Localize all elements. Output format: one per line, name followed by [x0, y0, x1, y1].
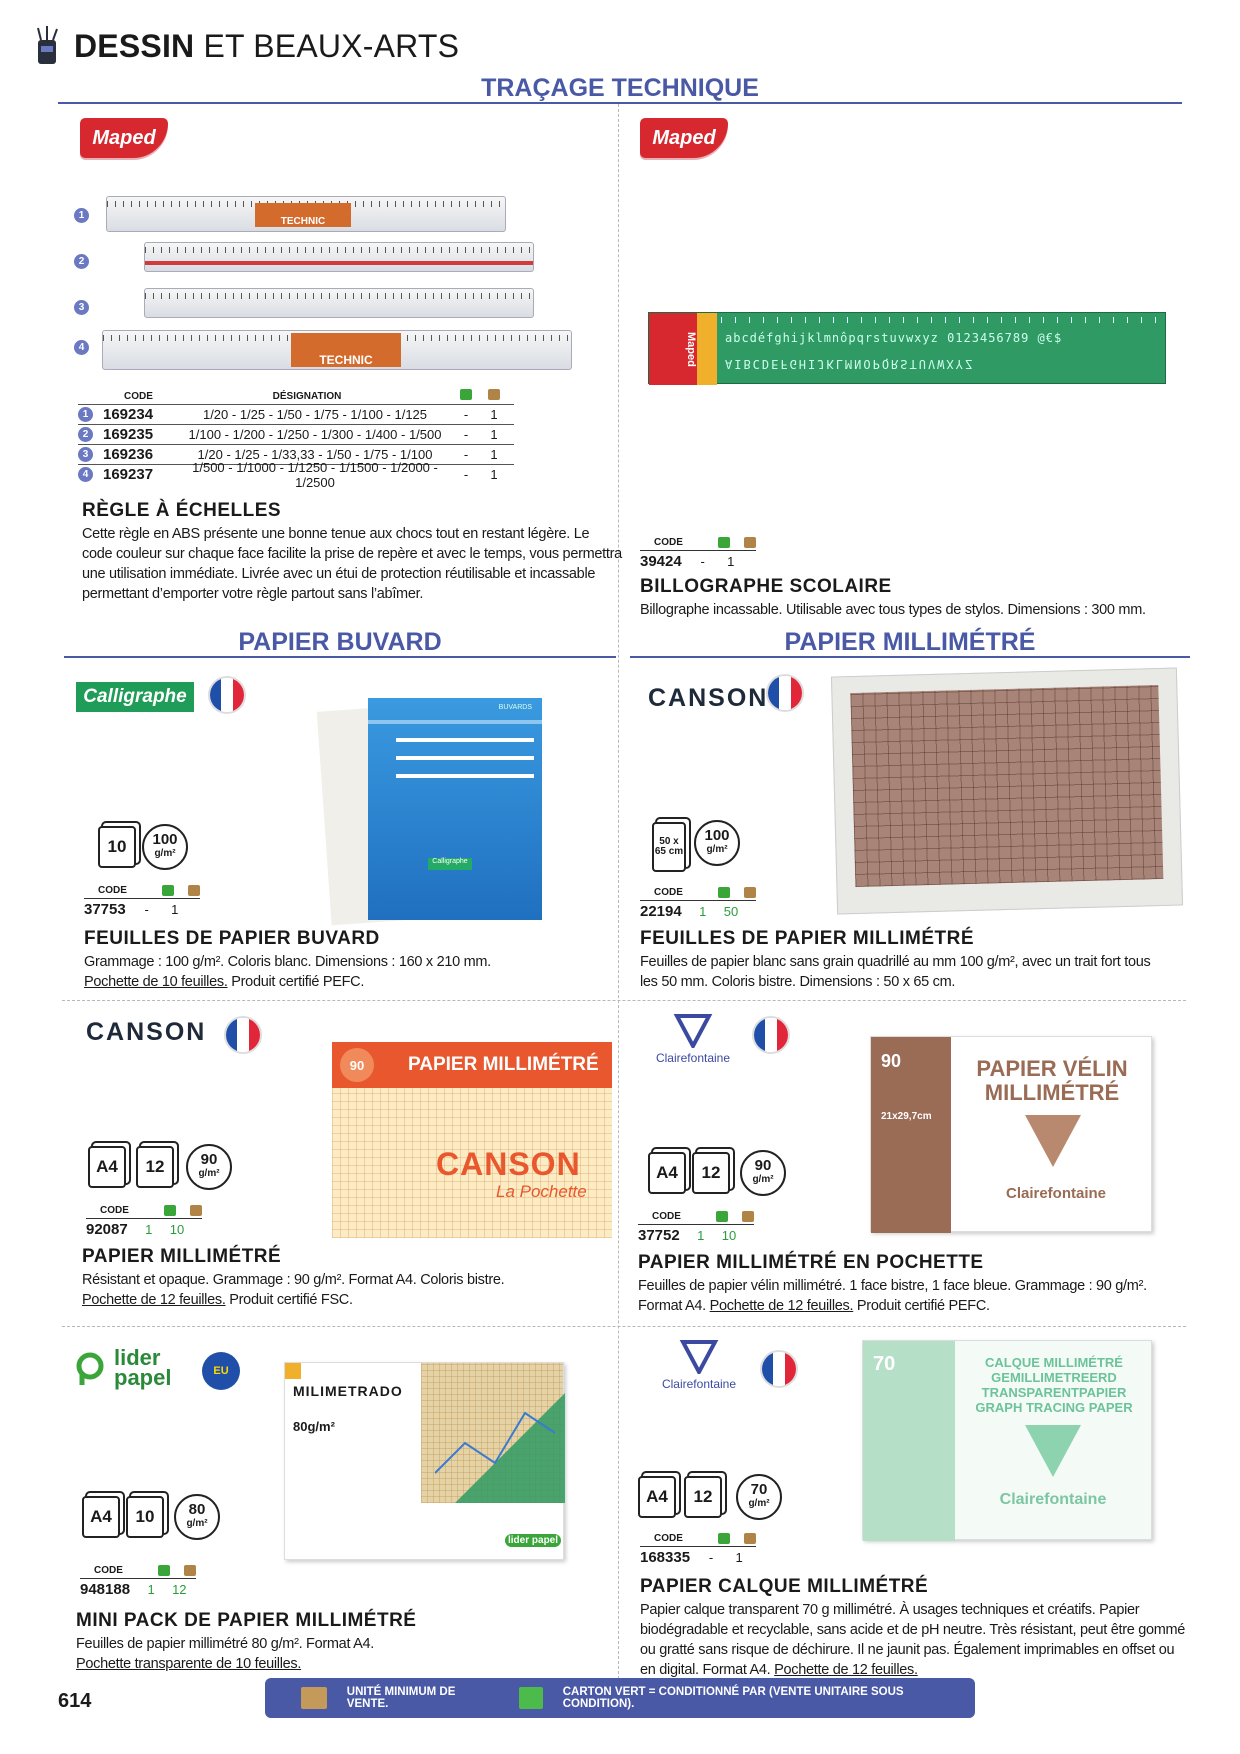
sheets-count-badge: 12	[136, 1146, 174, 1188]
green-carton-icon	[158, 1565, 170, 1576]
row-divider	[62, 1326, 1186, 1327]
france-flag-icon	[766, 674, 804, 712]
clairefontaine-icon	[1021, 1421, 1085, 1481]
paint-brushes-icon	[32, 26, 62, 66]
row-designation: 1/20 - 1/25 - 1/50 - 1/75 - 1/100 - 1/125	[202, 407, 428, 422]
page-header	[32, 26, 459, 66]
code-block: CODE 168335 - 1	[640, 1530, 756, 1566]
product-description: Résistant et opaque. Grammage : 90 g/m². Format A4. Coloris bistre. Pochette de 12 feuilles. Produit certifié FSC.	[82, 1272, 505, 1308]
green-carton-icon	[718, 1533, 730, 1544]
canson-pochette-illustration: 90 PAPIER MILLIMÉTRÉ CANSON La Pochette	[332, 1042, 612, 1238]
ruler-label: TECHNIC	[291, 333, 401, 367]
clairefontaine-pochette-illustration: 90 21x29,7cm PAPIER VÉLIN MILLIMÉTRÉ Clairefontaine	[870, 1036, 1152, 1232]
product-title: PAPIER CALQUE MILLIMÉTRÉ	[640, 1576, 929, 1597]
table-row: 3 169236 1/20 - 1/25 - 1/33,33 - 1/50 - 1/75 - 1/100 - 1	[78, 444, 514, 464]
sheets-count-badge: 12	[692, 1152, 730, 1194]
liderpapel-pack-illustration: MILIMETRADO 80g/m² lider papel	[284, 1362, 564, 1560]
legend-green-text: CARTON VERT = CONDITIONNÉ PAR (VENTE UNITAIRE SOUS CONDITION).	[562, 1686, 904, 1710]
code-block: CODE 39424 - 1	[640, 534, 756, 570]
liderpapel-icon	[76, 1350, 108, 1386]
row-designation: 1/20 - 1/25 - 1/33,33 - 1/50 - 1/75 - 1/100	[197, 447, 433, 462]
stencil-letters-upper: AIBCDEFGHIJKLMNOPQRSTUVWXYZ	[725, 357, 975, 371]
box-icon	[488, 389, 500, 400]
sheets-count-badge: 10	[126, 1496, 164, 1538]
box-icon	[744, 537, 756, 548]
product-description: Cette règle en ABS présente une bonne tenue aux chocs tout en restant légère. Le code couleur sur chaque face facilite la prise de repère et avec le temps, vous permettra une utilisation immédiate. Livrée avec un étui de protection réutilisable et incassable permettant d’emporter votre règle partout sans l’abîmer.	[82, 526, 622, 602]
page-number: 614	[58, 1690, 92, 1712]
clairefontaine-icon	[673, 1012, 713, 1048]
section-rule	[64, 656, 616, 658]
section-rule	[630, 656, 1190, 658]
clairefontaine-icon	[679, 1338, 719, 1374]
table-header: CODE DÉSIGNATION	[78, 388, 514, 404]
france-flag-icon	[760, 1350, 798, 1388]
number-1-icon: 1	[74, 208, 89, 223]
product-code: 37753	[84, 901, 126, 918]
box-icon	[742, 1211, 754, 1222]
green-carton-icon	[164, 1205, 176, 1216]
stencil-ticks	[721, 317, 1161, 323]
ruler-1	[106, 196, 506, 232]
product-description: Papier calque transparent 70 g millimétré. À usages techniques et créatifs. Papier biodégradable et recyclable, sans acide et de pH neutre. Très résistant, peut être gommé ou gratté sans risque de déchirure. Il ne jaunit pas. Également imprimables en offset ou en digital. Format A4. Pochette de 12 feuilles.	[640, 1602, 1186, 1678]
product-description: Billographe incassable. Utilisable avec tous types de stylos. Dimensions : 300 mm.	[640, 602, 1146, 618]
green-carton-icon	[162, 885, 174, 896]
legend-bar	[265, 1678, 975, 1718]
product-code: 169236	[103, 446, 154, 463]
code-block: CODE 37753 - 1	[84, 882, 200, 918]
column-divider	[618, 104, 619, 1684]
liderpapel-logo: lider papel	[76, 1348, 190, 1388]
row-number-icon: 4	[78, 467, 93, 482]
clairefontaine-icon	[1021, 1111, 1085, 1171]
calque-pochette-illustration: 70 CALQUE MILLIMÉTRÉ GEMILLIMETREERD TRANSPARENTPAPIER GRAPH TRACING PAPER Clairefontaine	[862, 1340, 1152, 1540]
product-code: 169234	[103, 406, 154, 423]
product-title: FEUILLES DE PAPIER BUVARD	[84, 928, 380, 949]
format-badge: A4	[82, 1496, 120, 1538]
code-block: CODE 37752 1 10	[638, 1208, 754, 1244]
stencil-illustration	[648, 312, 1166, 384]
code-block: CODE 22194 1 50	[640, 884, 756, 920]
number-3-icon: 3	[74, 300, 89, 315]
product-code: 37752	[638, 1227, 680, 1244]
weight-badge: 70 g/m²	[736, 1474, 782, 1520]
box-icon	[301, 1687, 327, 1709]
code-block: CODE 948188 1 12	[80, 1562, 196, 1598]
weight-badge: 90 g/m²	[186, 1144, 232, 1190]
graph-sheet-illustration	[831, 668, 1183, 915]
box-icon	[184, 1565, 196, 1576]
green-carton-icon	[718, 887, 730, 898]
ruler-4	[102, 330, 572, 370]
weight-badge: 100 g/m²	[694, 820, 740, 866]
box-icon	[744, 887, 756, 898]
maped-logo: Maped	[80, 118, 168, 158]
set-square-icon	[435, 1383, 565, 1503]
clairefontaine-logo: Clairefontaine	[638, 1012, 748, 1065]
section-title-tracage: TRAÇAGE TECHNIQUE	[481, 74, 759, 102]
clairefontaine-logo: Clairefontaine	[644, 1338, 754, 1391]
product-code: 169237	[103, 466, 154, 483]
france-flag-icon	[224, 1016, 262, 1054]
box-icon	[190, 1205, 202, 1216]
green-carton-icon	[460, 389, 472, 400]
product-code: 169235	[103, 426, 154, 443]
row-designation: 1/100 - 1/200 - 1/250 - 1/300 - 1/400 - 1/500	[188, 427, 442, 442]
sheets-count-badge: 10	[98, 826, 136, 868]
sheets-count-badge: 12	[684, 1476, 722, 1518]
ruler-label: TECHNIC	[255, 203, 351, 227]
green-carton-icon	[716, 1211, 728, 1222]
table-row: 4 169237 1/500 - 1/1000 - 1/1250 - 1/1500 - 1/2000 - 1/2500 - 1	[78, 464, 514, 484]
section-title-buvard: PAPIER BUVARD	[238, 628, 442, 656]
green-carton-icon	[519, 1687, 543, 1709]
product-title: FEUILLES DE PAPIER MILLIMÉTRÉ	[640, 928, 974, 949]
row-number-icon: 2	[78, 427, 93, 442]
product-description: Feuilles de papier vélin millimétré. 1 face bistre, 1 face bleue. Grammage : 90 g/m². Format A4. Pochette de 12 feuilles. Produit certifié PEFC.	[638, 1278, 1147, 1314]
product-description: Feuilles de papier blanc sans grain quadrillé au mm 100 g/m², avec un trait fort tous les 50 mm. Coloris bistre. Dimensions : 50 x 65 cm.	[640, 954, 1151, 990]
row-number-icon: 3	[78, 447, 93, 462]
row-number-icon: 1	[78, 407, 93, 422]
size-badge: 50 x 65 cm	[652, 822, 686, 872]
table-row: 2 169235 1/100 - 1/200 - 1/250 - 1/300 - 1/400 - 1/500 - 1	[78, 424, 514, 444]
page-title: DESSIN ET BEAUX-ARTS	[74, 27, 460, 64]
product-title: MINI PACK DE PAPIER MILLIMÉTRÉ	[76, 1610, 417, 1631]
weight-badge: 90 g/m²	[740, 1150, 786, 1196]
product-code: 948188	[80, 1581, 131, 1598]
box-icon	[744, 1533, 756, 1544]
canson-logo: CANSON	[648, 684, 769, 712]
row-divider	[62, 1000, 1186, 1001]
product-title: BILLOGRAPHE SCOLAIRE	[640, 576, 892, 597]
weight-badge: 80 g/m²	[174, 1494, 220, 1540]
number-2-icon: 2	[74, 254, 89, 269]
maped-logo: Maped	[640, 118, 728, 158]
eu-flag-icon: EU	[202, 1352, 240, 1390]
france-flag-icon	[752, 1016, 790, 1054]
format-badge: A4	[88, 1146, 126, 1188]
product-description: Feuilles de papier millimétré 80 g/m². Format A4. Pochette transparente de 10 feuilles.	[76, 1636, 374, 1672]
green-carton-icon	[718, 537, 730, 548]
ruler-table	[78, 388, 514, 490]
box-icon	[188, 885, 200, 896]
blotting-pad-illustration: BUVARDS Calligraphe	[368, 698, 542, 920]
row-designation: 1/500 - 1/1000 - 1/1250 - 1/1500 - 1/2000 - 1/2500	[192, 459, 438, 490]
table-row: 1 169234 1/20 - 1/25 - 1/50 - 1/75 - 1/100 - 1/125 - 1	[78, 404, 514, 424]
weight-badge: 100 g/m²	[142, 824, 188, 870]
ruler-illustration	[70, 196, 610, 376]
legend-box-text: UNITÉ MINIMUM DE VENTE.	[346, 1686, 456, 1710]
section-rule	[58, 102, 1182, 104]
france-flag-icon	[208, 676, 246, 714]
product-code: 39424	[640, 553, 682, 570]
format-badge: A4	[648, 1152, 686, 1194]
canson-logo: CANSON	[86, 1018, 207, 1046]
product-title: PAPIER MILLIMÉTRÉ	[82, 1246, 282, 1267]
stencil-brand: Maped	[649, 313, 697, 385]
ruler-2	[144, 242, 534, 272]
product-title: RÈGLE À ÉCHELLES	[82, 500, 282, 521]
product-code: 168335	[640, 1549, 691, 1566]
product-description: Grammage : 100 g/m². Coloris blanc. Dimensions : 160 x 210 mm. Pochette de 10 feuilles. Produit certifié PEFC.	[84, 954, 491, 990]
format-badge: A4	[638, 1476, 676, 1518]
product-code: 92087	[86, 1221, 128, 1238]
number-4-icon: 4	[74, 340, 89, 355]
product-title: PAPIER MILLIMÉTRÉ EN POCHETTE	[638, 1252, 984, 1273]
stencil-letters-lower: abcdéfghijklmnôpqrstuvwxyz 0123456789 @€$	[725, 331, 1063, 345]
calligraphe-logo: Calligraphe	[76, 682, 194, 712]
ruler-3	[144, 288, 534, 318]
code-block: CODE 92087 1 10	[86, 1202, 202, 1238]
stencil-tag	[697, 313, 717, 385]
section-title-millimetre: PAPIER MILLIMÉTRÉ	[784, 628, 1036, 656]
product-code: 22194	[640, 903, 682, 920]
